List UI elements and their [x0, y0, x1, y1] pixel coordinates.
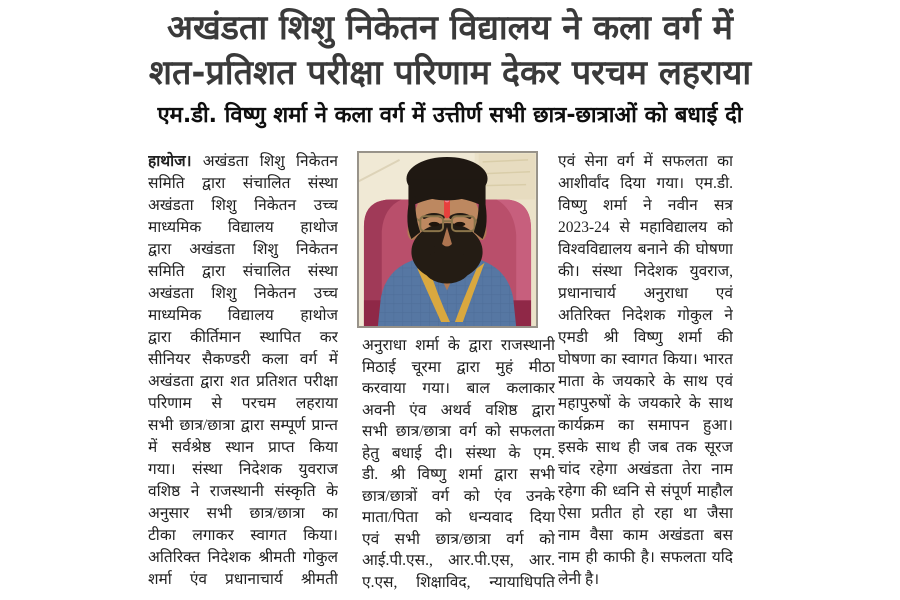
- text-line: माता के जयकारे के साथ एवं: [558, 373, 733, 390]
- column-1: [148, 151, 338, 591]
- text-line: छात्र/छात्रों वर्ग को एंव उनके: [362, 487, 555, 505]
- column-2: [362, 151, 555, 593]
- subheadline: एम.डी. विष्णु शर्मा ने कला वर्ग में उत्तीर्ण सभी छात्र-छात्राओं को बधाई दी: [157, 103, 743, 128]
- text-line: आई.पी.एस., आर.पी.एस, आर.: [362, 552, 555, 569]
- text-line: अतिरिक्त निदेशक गोकुल ने: [558, 307, 733, 324]
- text-line: आशीर्वांद दिया गया। एम.डी.: [558, 175, 733, 192]
- text-line: माध्यमिक विद्यालय हाथोज: [148, 219, 338, 236]
- text-line: नाम ही काफी है। सफलता यदि: [558, 549, 733, 566]
- text-line: रहेगा की ध्वनि से संपूर्ण माहौल: [558, 483, 733, 500]
- text-line: लेनी है।: [558, 571, 600, 588]
- text-line: द्वारा अखंडता शिशु निकेतन: [148, 241, 338, 258]
- dateline: हाथोज: [148, 153, 186, 170]
- text-line: माता/पिता को धन्यवाद दिया: [362, 509, 555, 526]
- text-line: हेतु बधाई दी। संस्था के एम.: [362, 444, 555, 462]
- column-1-lines: [148, 173, 338, 591]
- text-line: ए.एस, शिक्षाविद, न्यायाधिपति: [362, 573, 555, 591]
- headline: [30, 6, 870, 96]
- headline-line-1: अखंडता शिशु निकेतन विद्यालय ने कला वर्ग में: [166, 8, 734, 48]
- text-line: टीका लगाकर स्वागत किया।: [148, 527, 338, 544]
- article-body: [148, 151, 734, 600]
- text-line: एवं सेना वर्ग में सफलता का: [558, 153, 733, 170]
- text-line: सभी छात्र/छात्रा वर्ग को सफलता: [362, 423, 555, 440]
- text-line: चांद रहेगा अखंडता तेरा नाम: [558, 461, 733, 478]
- text-line: घोषणा का स्वागत किया। भारत: [558, 351, 733, 368]
- text-line: विश्वविद्यालय बनाने की घोषणा: [558, 241, 733, 258]
- article-photo: [357, 151, 538, 328]
- text-line: कार्यक्रम का समापन हुआ।: [558, 417, 733, 434]
- text-line: 2023-24 से महाविद्यालय को: [558, 219, 733, 236]
- text-line: एवं सभी छात्र/छात्रा वर्ग को: [362, 530, 555, 548]
- text-line: परिणाम से परचम लहराया: [148, 395, 338, 412]
- text-line: अवनी एंव अथर्व वशिष्ठ द्वारा: [362, 401, 555, 419]
- dateline-separator: ।: [185, 153, 192, 170]
- text-line: अखंडता द्वारा शत प्रतिशत परीक्षा: [148, 373, 338, 390]
- text-line: अखंडता शिशु निकेतन उच्च: [148, 197, 338, 214]
- text-line: वशिष्ठ ने राजस्थानी संस्कृति के: [148, 483, 338, 500]
- text-line: विष्णु शर्मा ने नवीन सत्र: [558, 197, 733, 214]
- text-line: प्रधानाचार्य अनुराधा एवं: [558, 285, 733, 302]
- text-line: द्वारा कीर्तिमान स्थापित कर: [148, 329, 338, 346]
- headline-line-2: शत-प्रतिशत परीक्षा परिणाम देकर परचम लहराया: [148, 53, 752, 93]
- text-line: डी. श्री विष्णु शर्मा द्वारा सभी: [362, 466, 555, 483]
- text-line: नाम वैसा काम अखंडता बस: [558, 527, 733, 544]
- column-3-lines: [558, 151, 733, 591]
- text-line: महापुरुषों के जयकारे के साथ: [558, 395, 733, 412]
- column-2-lines: [362, 335, 555, 593]
- text-line-dateline: [148, 151, 338, 173]
- text-line: मिठाई चूरमा द्वारा मुहं मीठा: [362, 358, 555, 376]
- text-line: गया। संस्था निदेशक युवराज: [148, 461, 338, 478]
- text-line: शर्मा एंव प्रधानाचार्य श्रीमती: [148, 571, 338, 588]
- text-line: इसके साथ ही जब तक सूरज: [558, 439, 733, 456]
- text-line: समिति द्वारा संचालित संस्था: [148, 263, 338, 280]
- text-line: अनुराधा शर्मा के द्वारा राजस्थानी: [362, 337, 555, 354]
- column-3: [558, 151, 733, 591]
- text-line: की। संस्था निदेशक युवराज,: [558, 263, 733, 280]
- text-line: सभी छात्र/छात्रा द्वारा सम्पूर्ण प्रान्त: [148, 417, 338, 434]
- text-line: ऐसा प्रतीत हो रहा था जैसा: [558, 505, 733, 522]
- text-line: अनुसार सभी छात्र/छात्रा का: [148, 505, 338, 522]
- text-line: सीनियर सैकण्डरी कला वर्ग में: [148, 351, 338, 368]
- text-line: एमडी श्री विष्णु शर्मा की: [558, 329, 733, 346]
- text-line: करवाया गया। बाल कलाकार: [362, 380, 555, 397]
- text-line: में सर्वश्रेष्ठ स्थान प्राप्त किया: [148, 439, 338, 456]
- text-line: अखंडता शिशु निकेतन उच्च: [148, 285, 338, 302]
- text-line: समिति द्वारा संचालित संस्था: [148, 175, 338, 192]
- text-line: अतिरिक्त निदेशक श्रीमती गोकुल: [148, 549, 338, 566]
- first-line-text: अखंडता शिशु निकेतन: [202, 153, 338, 170]
- text-line: माध्यमिक विद्यालय हाथोज: [148, 307, 338, 324]
